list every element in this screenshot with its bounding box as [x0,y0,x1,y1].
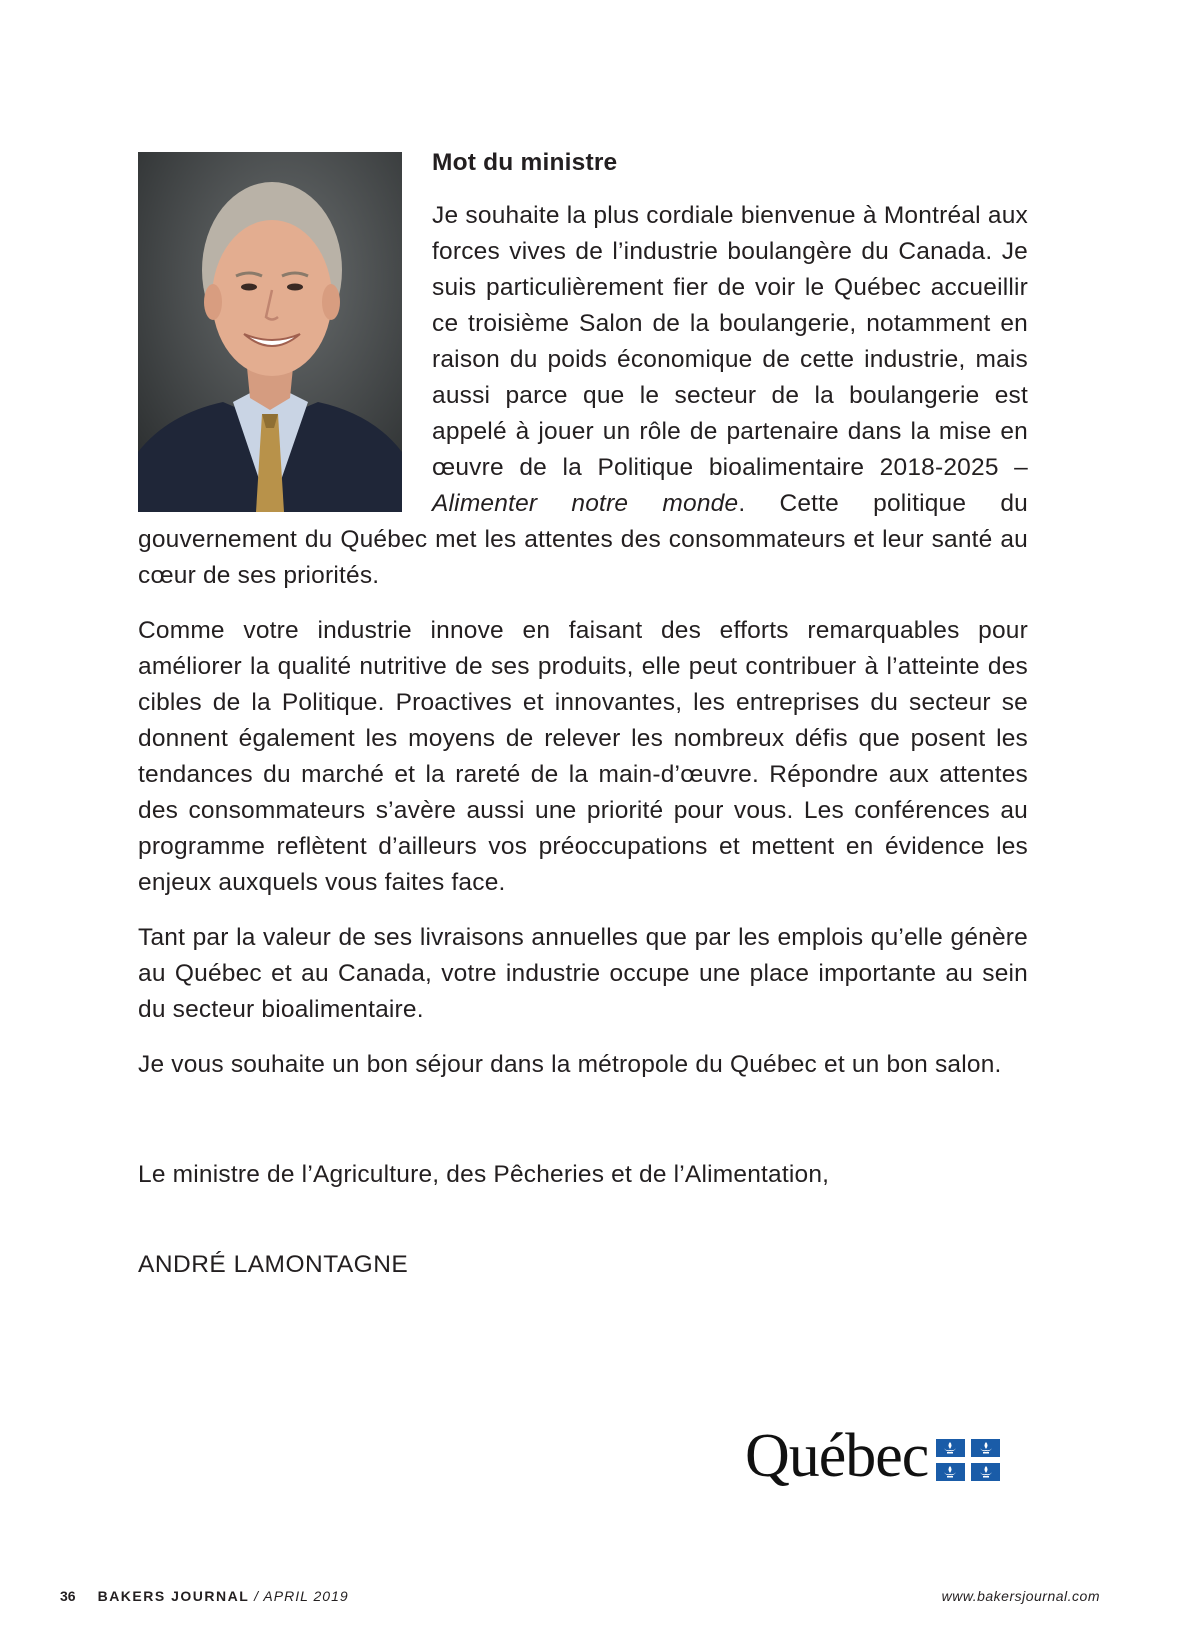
paragraph-1-text: Je souhaite la plus cordiale bienvenue à Montréal aux forces vives de l’industrie boulangère du Canada. Je suis particulièrement fier de voir le Québec accueillir ce troisième Salon de la boulangerie, notamment en raison du poids économique de cette industrie, mais aussi parce que le secteur de la boulangerie est appelé à jouer un rôle de partenaire dans la mise en œuvre de la Politique bioalimentaire 2018-2025 – [432,202,1028,481]
website-link[interactable]: www.bakersjournal.com [941,1588,1100,1604]
quebec-flag-icon [936,1439,1000,1481]
letter-paragraph-4: Je vous souhaite un bon séjour dans la métropole du Québec et un bon salon. [138,1051,1002,1078]
page-number: 36 [60,1588,76,1604]
paragraph-1-text-end: . Cette politique du gouvernement du Québec met les attentes des consommateurs et leur santé au cœur de ses priorités. [138,490,1028,589]
minister-signature: ANDRÉ LAMONTAGNE [138,1251,409,1278]
minister-portrait [138,152,402,512]
publication-name: BAKERS JOURNAL [97,1588,250,1604]
letter-body [138,148,1028,1283]
footer-left [60,1587,349,1605]
footer-separator: / [249,1588,264,1604]
quebec-logo [745,1422,1000,1490]
letter-paragraph-2: Comme votre industrie innove en faisant des efforts remarquables pour améliorer la qualité nutritive de ses produits, elle peut contribuer à l’atteinte des cibles de la Politique. Proactives et innovantes, les entreprises du secteur se donnent également les moyens de relever les nombreux défis que posent les tendances du marché et la rareté de la main-d’œuvre. Répondre aux attentes des consommateurs s’avère aussi une priorité pour vous. Les conférences au programme reflètent d’ailleurs vos préoccupations et mettent en évidence les enjeux auxquels vous faites face. [138,617,1028,896]
policy-title: Alimenter notre monde [432,490,739,517]
quebec-wordmark: Québec [745,1422,929,1490]
letter-paragraph-3: Tant par la valeur de ses livraisons annuelles que par les emplois qu’elle génère au Québec et au Canada, votre industrie occupe une place importante au sein du secteur bioalimentaire. [138,924,1028,1023]
letter-heading: Mot du ministre [432,149,618,176]
signoff-line: Le ministre de l’Agriculture, des Pêcheries et de l’Alimentation, [138,1161,830,1188]
issue-date: APRIL 2019 [263,1588,349,1604]
